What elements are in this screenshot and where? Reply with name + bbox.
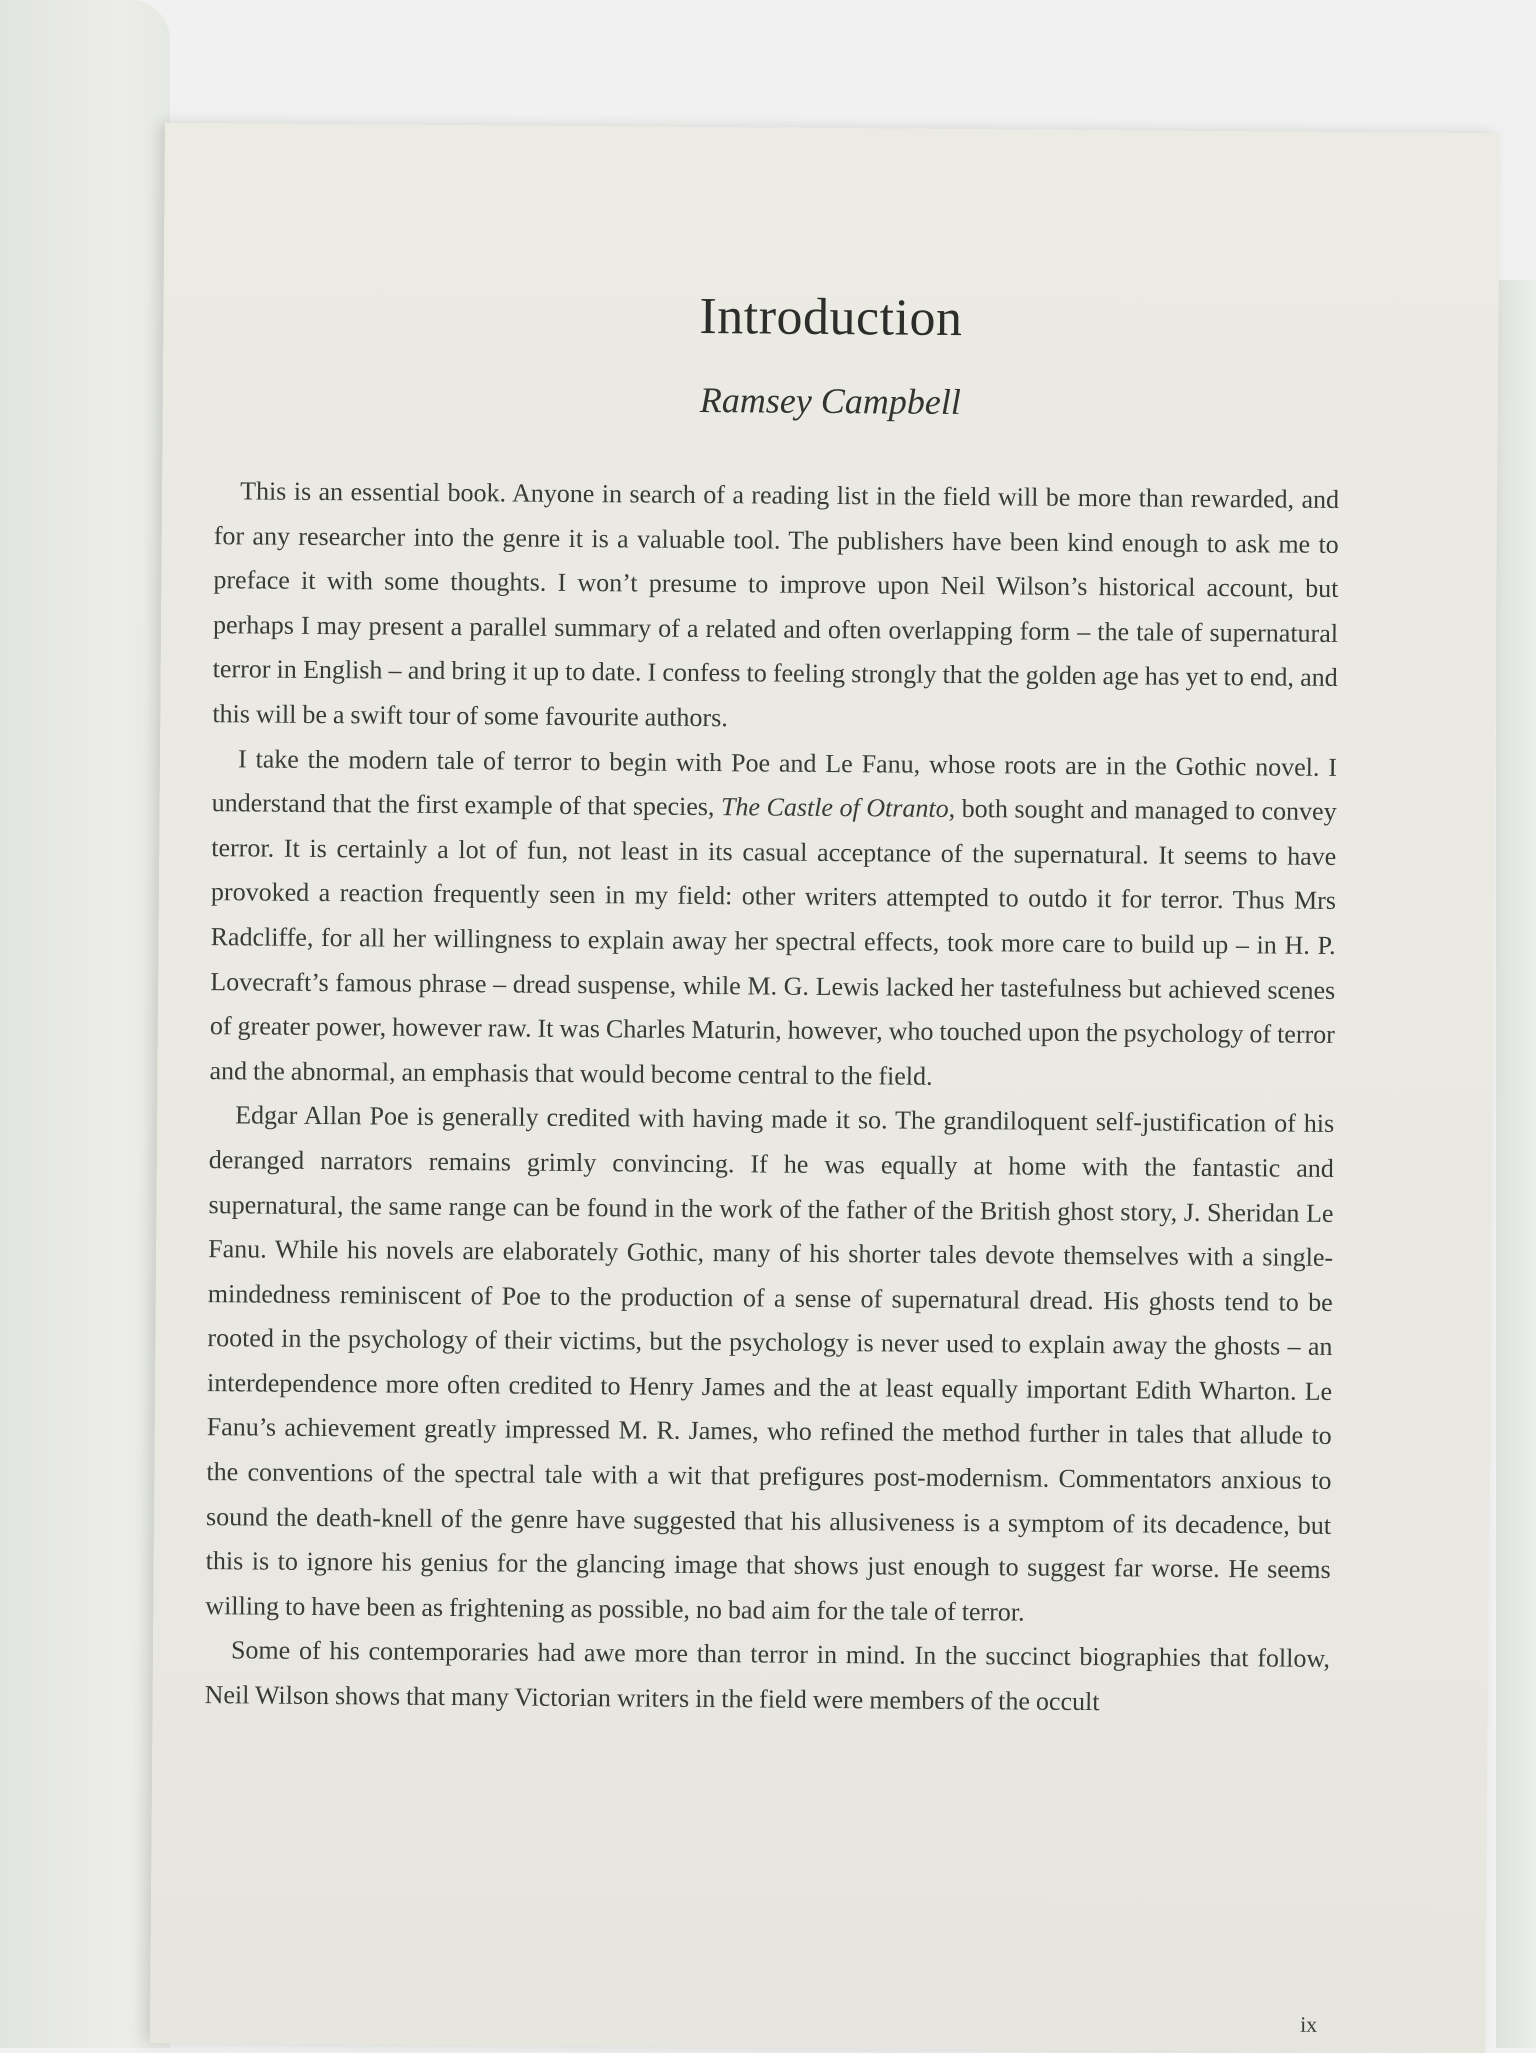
paragraph-1: This is an essential book. Anyone in search of a reading list in the field will be more than rewarded, and for any researcher into the genre it is a valuable tool. The publishers have been kind enough to ask me to preface it with some thoughts. I won’t presume to improve upon Neil Wilson’s historical account, but perhaps I may present a parallel summary of a related and often overlapping form – the tale of supernatural terror in English – and bring it up to date. I confess to feeling strongly that the golden age has yet to end, and this will be a swift tour of some favourite authors. bbox=[212, 476, 1340, 733]
facing-page-edge bbox=[0, 0, 170, 2048]
paragraph-2: I take the modern tale of terror to begin with Poe and Le Fanu, whose roots are in the Gothic novel. I understand that the first example of that species, The Castle of Otranto, both sought and managed to convey terror. It is certainly a lot of fun, not least in its casual acceptance of the supernatural. It seems to have provoked a reaction frequently seen in my field: other writers attempted to outdo it for terror. Thus Mrs Radcliffe, for all her willingness to explain away her spectral effects, took more care to build up – in H. P. Lovecraft’s famous phrase – dread suspense, while M. G. Lewis lacked her tastefulness but achieved scenes of greater power, however raw. It was Charles Maturin, however, who touched upon the psychology of terror and the abnormal, an emphasis that would become central to the field. bbox=[209, 743, 1338, 1091]
body-text bbox=[204, 469, 1339, 1726]
book-page bbox=[150, 123, 1500, 2053]
chapter-author: Ramsey Campbell bbox=[699, 379, 961, 423]
book-title-italic: The Castle of Otranto bbox=[720, 792, 949, 824]
page-number: ix bbox=[1300, 2011, 1318, 2037]
chapter-title: Introduction bbox=[699, 287, 963, 348]
paragraph-4: Some of his contemporaries had awe more than terror in mind. In the succinct biographies that follow, Neil Wilson shows that many Victorian writers in the field were members of the occult bbox=[204, 1635, 1331, 1717]
background-surface bbox=[1496, 280, 1536, 2048]
paragraph-3: Edgar Allan Poe is generally credited with having made it so. The grandiloquent self-justification of his deranged narrators remains grimly convincing. If he was equally at home with the fantastic and supernatural, the same range can be found in the work of the father of the British ghost story, J. Sheridan Le Fanu. While his novels are elaborately Gothic, many of his shorter tales devote themselves with a single-mindedness reminiscent of Poe to the production of a sense of supernatural dread. His ghosts tend to be rooted in the psychology of their victims, but the psychology is never used to explain away the ghosts – an interdependence more often credited to Henry James and the at least equally important Edith Wharton. Le Fanu’s achievement greatly impressed M. R. James, who refined the method further in tales that allude to the conventions of the spectral tale with a wit that prefigures post-modernism. Commentators anxious to sound the death-knell of the genre have suggested that his allusiveness is a symptom of its decadence, but this is to ignore his genius for the glancing image that shows just enough to suggest far worse. He seems willing to have been as frightening as possible, no bad aim for the tale of terror. bbox=[205, 1100, 1335, 1627]
